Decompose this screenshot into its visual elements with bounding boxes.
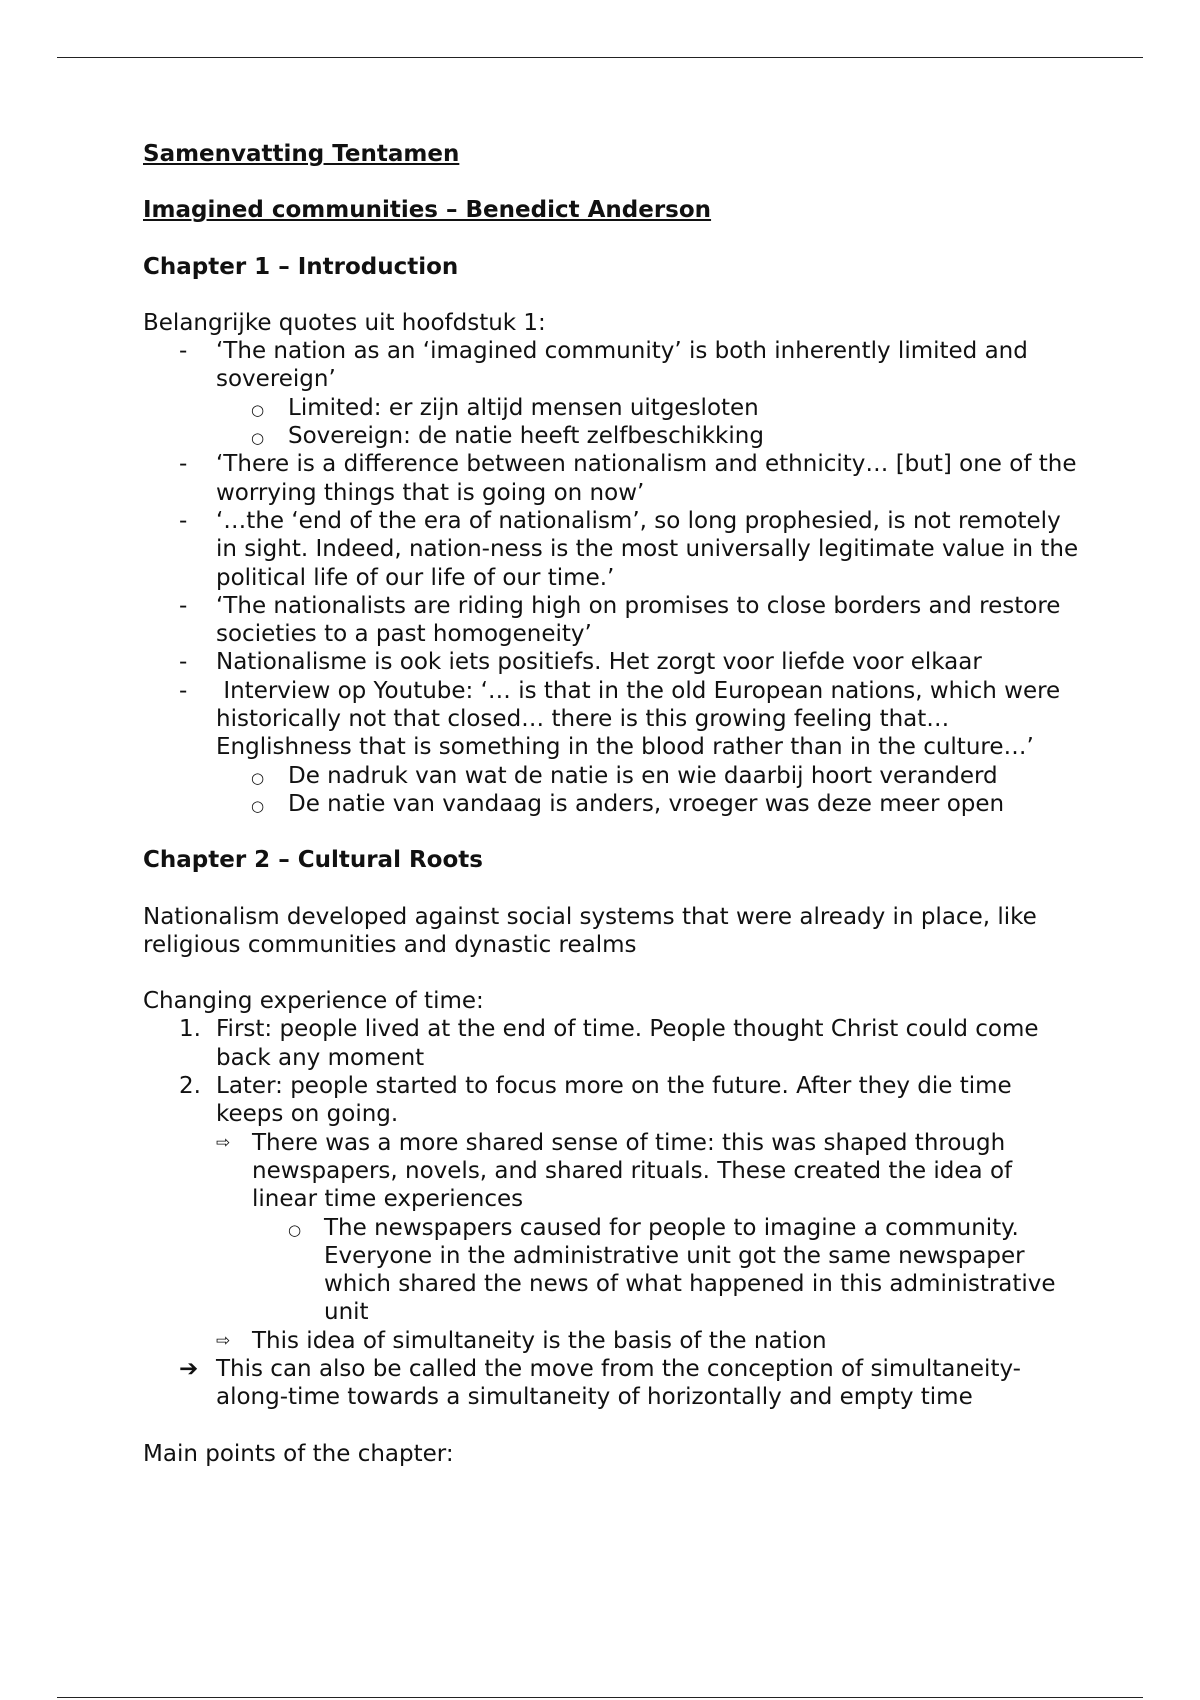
list-item bbox=[143, 507, 1083, 592]
list-number: 2. bbox=[179, 1073, 201, 1100]
list-item-text: ‘The nation as an ‘imagined community’ is both inherently limited and sovereign’ bbox=[216, 338, 1028, 393]
list-item bbox=[143, 1015, 1083, 1072]
list-item bbox=[143, 1214, 1083, 1327]
list-item-text: Limited: er zijn altijd mensen uitgesloten bbox=[288, 394, 759, 421]
circle-bullet-icon: ○ bbox=[251, 429, 265, 448]
chapter-1-heading: Chapter 1 – Introduction bbox=[143, 253, 459, 280]
footer-rule bbox=[57, 1697, 1143, 1698]
list-item bbox=[143, 1355, 1083, 1412]
list-item bbox=[143, 394, 1083, 422]
list-item bbox=[143, 1072, 1083, 1129]
list-item-text: This can also be called the move from the conception of simultaneity-along-time towards a simultaneity of horizontally and empty time bbox=[216, 1355, 1021, 1411]
dash-bullet: - bbox=[179, 338, 188, 365]
dash-bullet: - bbox=[179, 507, 188, 534]
list-item-text: ‘There is a difference between nationalism and ethnicity… [but] one of the worrying things that is going on now’ bbox=[216, 451, 1077, 506]
circle-bullet-icon: ○ bbox=[251, 796, 265, 815]
header-rule bbox=[57, 57, 1143, 58]
circle-bullet-icon: ○ bbox=[251, 400, 265, 419]
chapter-2-time-intro: Changing experience of time: bbox=[143, 988, 484, 1015]
list-item-text: This idea of simultaneity is the basis of the nation bbox=[252, 1327, 827, 1354]
list-item bbox=[143, 450, 1083, 507]
bold-arrow-icon: ➔ bbox=[179, 1355, 199, 1382]
hollow-arrow-icon: ⇨ bbox=[216, 1132, 231, 1153]
dash-bullet: - bbox=[179, 677, 188, 704]
list-item-text: ‘…the ‘end of the era of nationalism’, so long prophesied, is not remotely in sight. Indeed, nation-ness is the most universally legitimate value in the political life of our life of our time.’ bbox=[216, 507, 1079, 591]
list-item-text: ‘The nationalists are riding high on promises to close borders and restore societies to a past homogeneity’ bbox=[216, 592, 1061, 648]
list-item-text: Nationalisme is ook iets positiefs. Het zorgt voor liefde voor elkaar bbox=[216, 649, 982, 676]
chapter-1-intro: Belangrijke quotes uit hoofdstuk 1: bbox=[143, 309, 546, 336]
list-item bbox=[143, 1129, 1083, 1214]
list-item bbox=[143, 592, 1083, 649]
book-title: Imagined communities – Benedict Anderson bbox=[143, 197, 712, 224]
list-item-text: First: people lived at the end of time. People thought Christ could come back any moment bbox=[216, 1016, 1039, 1071]
list-item-text: De natie van vandaag is anders, vroeger was deze meer open bbox=[288, 790, 1005, 817]
list-item bbox=[143, 677, 1083, 762]
chapter-2-main-points: Main points of the chapter: bbox=[143, 1440, 454, 1467]
dash-bullet: - bbox=[179, 649, 188, 676]
list-item bbox=[143, 422, 1083, 450]
circle-bullet-icon: ○ bbox=[251, 768, 265, 787]
chapter-2-paragraph: Nationalism developed against social systems that were already in place, like religious communities and dynastic realms bbox=[143, 903, 1037, 958]
list-item-text: Sovereign: de natie heeft zelfbeschikking bbox=[288, 423, 764, 450]
list-item-text: De nadruk van wat de natie is en wie daarbij hoort veranderd bbox=[288, 762, 998, 789]
hollow-arrow-icon: ⇨ bbox=[216, 1330, 231, 1351]
list-item-text: Interview op Youtube: ‘… is that in the old European nations, which were historically not that closed… there is this growing feeling that… Englishness that is something in the blood rather than in the culture…’ bbox=[216, 677, 1068, 761]
list-item bbox=[143, 762, 1083, 790]
list-item bbox=[143, 648, 1083, 676]
circle-bullet-icon: ○ bbox=[288, 1220, 302, 1239]
list-item bbox=[143, 1327, 1083, 1355]
list-item-text: There was a more shared sense of time: this was shaped through newspapers, novels, and shared rituals. These created the idea of linear time experiences bbox=[252, 1129, 1013, 1213]
list-item-text: The newspapers caused for people to imagine a community. Everyone in the administrative unit got the same newspaper which shared the news of what happened in this administrative unit bbox=[324, 1214, 1056, 1326]
list-item bbox=[143, 337, 1083, 394]
list-item-text: Later: people started to focus more on the future. After they die time keeps on going. bbox=[216, 1073, 1012, 1128]
list-item bbox=[143, 790, 1083, 818]
list-number: 1. bbox=[179, 1016, 201, 1043]
dash-bullet: - bbox=[179, 451, 188, 478]
chapter-2-heading: Chapter 2 – Cultural Roots bbox=[143, 847, 483, 874]
dash-bullet: - bbox=[179, 592, 188, 619]
document-title: Samenvatting Tentamen bbox=[143, 141, 460, 167]
document-body bbox=[143, 140, 1083, 1468]
